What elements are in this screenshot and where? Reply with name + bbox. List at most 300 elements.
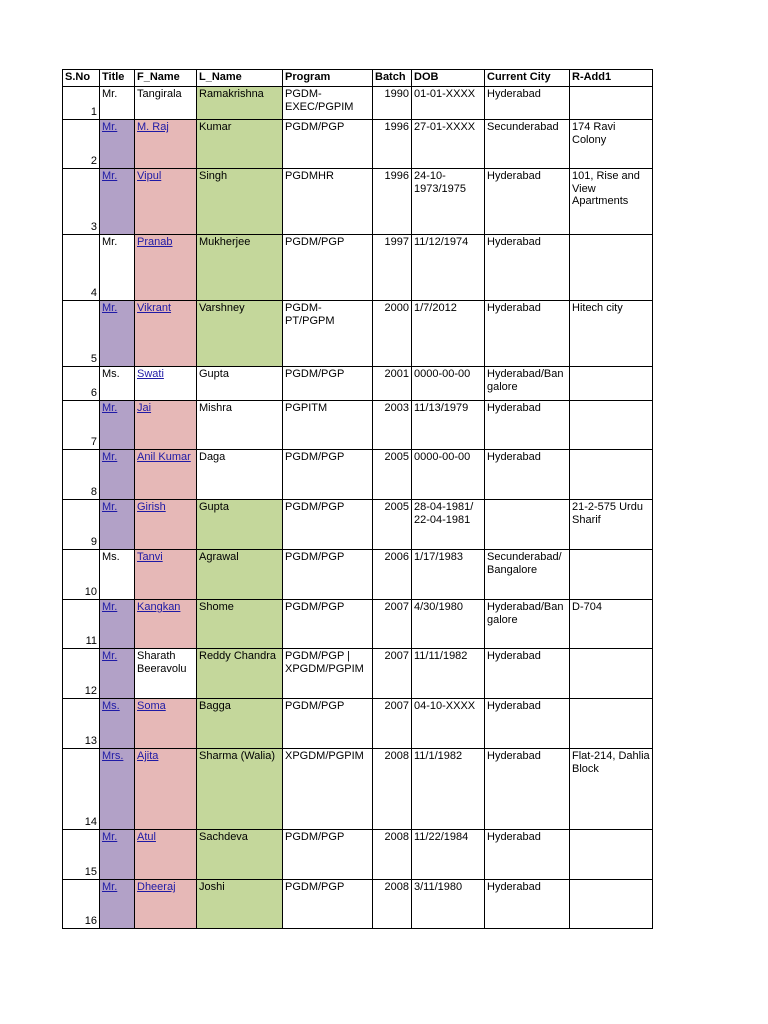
- cell-batch-text: 2007: [384, 650, 409, 662]
- cell-lname: [197, 169, 283, 235]
- cell-batch-text: 2005: [384, 501, 409, 513]
- cell-batch: [373, 450, 412, 500]
- cell-batch: [373, 120, 412, 169]
- header-lname: L_Name: [197, 70, 283, 87]
- cell-program: [283, 235, 373, 301]
- cell-dob: [412, 600, 485, 649]
- cell-lname: [197, 699, 283, 749]
- cell-current-city: [485, 120, 570, 169]
- cell-lname-text: Shome: [199, 601, 234, 613]
- cell-title: [100, 87, 135, 120]
- fname-link[interactable]: Atul: [137, 831, 156, 843]
- cell-program: [283, 450, 373, 500]
- cell-lname-text: Mukherjee: [199, 236, 251, 248]
- cell-sno-text: 3: [90, 220, 97, 233]
- cell-program: [283, 649, 373, 699]
- cell-r-add1-text: Hitech city: [572, 302, 623, 314]
- cell-r-add1: [570, 749, 653, 830]
- cell-sno: [63, 880, 100, 929]
- cell-title: [100, 301, 135, 367]
- table-row: [63, 450, 653, 500]
- cell-lname-text: Kumar: [199, 121, 232, 133]
- cell-r-add1: [570, 649, 653, 699]
- cell-r-add1-text: Flat-214, Dahlia Block: [572, 750, 650, 775]
- cell-lname: [197, 235, 283, 301]
- cell-dob-text: 11/12/1974: [414, 236, 469, 248]
- cell-fname: [135, 880, 197, 929]
- table-row: [63, 87, 653, 120]
- cell-title: [100, 880, 135, 929]
- cell-batch-text: 2008: [384, 831, 409, 843]
- cell-batch: [373, 699, 412, 749]
- cell-current-city: [485, 401, 570, 450]
- cell-sno: [63, 450, 100, 500]
- cell-r-add1: [570, 401, 653, 450]
- cell-dob: [412, 550, 485, 600]
- cell-current-city-text: Hyderabad: [487, 451, 541, 463]
- cell-program: [283, 830, 373, 880]
- cell-sno: [63, 235, 100, 301]
- cell-r-add1-text: D-704: [572, 601, 602, 613]
- fname-link[interactable]: Jai: [137, 402, 152, 414]
- title-link[interactable]: Mr.: [102, 601, 118, 613]
- cell-title: [100, 649, 135, 699]
- cell-dob: [412, 880, 485, 929]
- cell-sno-text: 14: [84, 815, 97, 828]
- cell-current-city: [485, 649, 570, 699]
- cell-sno-text: 12: [84, 684, 97, 697]
- table-row: [63, 880, 653, 929]
- fname-link[interactable]: M. Raj: [137, 121, 169, 133]
- cell-title-text: Ms.: [102, 551, 120, 563]
- table-row: [63, 500, 653, 550]
- cell-lname: [197, 87, 283, 120]
- fname-link[interactable]: Pranab: [137, 236, 173, 248]
- header-r-add1: R-Add1: [570, 70, 653, 87]
- cell-program-text: PGDM/PGP: [285, 121, 345, 133]
- cell-sno: [63, 367, 100, 401]
- cell-batch: [373, 749, 412, 830]
- cell-lname-text: Varshney: [199, 302, 245, 314]
- cell-r-add1: [570, 450, 653, 500]
- cell-lname: [197, 600, 283, 649]
- cell-batch-text: 1997: [384, 236, 409, 248]
- fname-link[interactable]: Soma: [137, 700, 166, 712]
- cell-r-add1: [570, 550, 653, 600]
- cell-program: [283, 87, 373, 120]
- cell-program-text: PGDM/PGP: [285, 368, 345, 380]
- cell-dob-text: 11/13/1979: [414, 402, 469, 414]
- cell-batch-text: 2003: [384, 402, 409, 414]
- cell-r-add1-text: 101, Rise and View Apartments: [572, 170, 640, 207]
- cell-current-city: [485, 450, 570, 500]
- cell-sno: [63, 500, 100, 550]
- cell-current-city: [485, 600, 570, 649]
- cell-title-text: Mr.: [102, 88, 118, 100]
- cell-program-text: PGDM/PGP: [285, 451, 345, 463]
- title-link[interactable]: Mr.: [102, 650, 118, 662]
- cell-title: [100, 120, 135, 169]
- cell-fname: [135, 169, 197, 235]
- cell-batch-text: 2008: [384, 881, 409, 893]
- cell-sno-text: 10: [84, 585, 97, 598]
- header-sno: S.No: [63, 70, 100, 87]
- table-row: [63, 301, 653, 367]
- cell-lname-text: Singh: [199, 170, 228, 182]
- cell-sno: [63, 749, 100, 830]
- cell-r-add1-text: 174 Ravi Colony: [572, 121, 616, 146]
- table-row: [63, 367, 653, 401]
- cell-current-city: [485, 87, 570, 120]
- cell-dob: [412, 235, 485, 301]
- cell-fname: [135, 830, 197, 880]
- cell-current-city: [485, 830, 570, 880]
- cell-title: [100, 169, 135, 235]
- cell-sno-text: 5: [90, 352, 97, 365]
- fname-link[interactable]: Vikrant: [137, 302, 172, 314]
- fname-link[interactable]: Anil Kumar: [137, 451, 191, 463]
- cell-current-city-text: Hyderabad/Ban galore: [487, 601, 564, 626]
- cell-fname: [135, 550, 197, 600]
- fname-link[interactable]: Vipul: [137, 170, 162, 182]
- cell-title: [100, 500, 135, 550]
- cell-lname-text: Gupta: [199, 501, 229, 513]
- cell-current-city: [485, 235, 570, 301]
- cell-lname-text: Agrawal: [199, 551, 239, 563]
- header-program: Program: [283, 70, 373, 87]
- fname-link[interactable]: Swati: [137, 368, 164, 380]
- cell-lname: [197, 120, 283, 169]
- cell-batch-text: 1990: [384, 88, 409, 100]
- cell-current-city-text: Hyderabad: [487, 402, 541, 414]
- cell-r-add1: [570, 235, 653, 301]
- cell-program-text: PGPITM: [285, 402, 328, 414]
- cell-program: [283, 550, 373, 600]
- cell-batch: [373, 830, 412, 880]
- cell-batch-text: 2006: [384, 551, 409, 563]
- cell-lname-text: Sachdeva: [199, 831, 248, 843]
- cell-sno-text: 4: [90, 286, 97, 299]
- title-link[interactable]: Mr.: [102, 451, 118, 463]
- cell-sno-text: 16: [84, 914, 97, 927]
- header-title: Title: [100, 70, 135, 87]
- cell-fname: [135, 749, 197, 830]
- cell-r-add1: [570, 500, 653, 550]
- cell-dob-text: 1/7/2012: [414, 302, 457, 314]
- cell-sno-text: 9: [90, 535, 97, 548]
- cell-fname: [135, 235, 197, 301]
- cell-lname: [197, 500, 283, 550]
- cell-program: [283, 169, 373, 235]
- fname-link[interactable]: Ajita: [137, 750, 159, 762]
- cell-sno-text: 15: [84, 865, 97, 878]
- cell-title: [100, 450, 135, 500]
- cell-sno: [63, 830, 100, 880]
- cell-sno-text: 2: [90, 154, 97, 167]
- cell-title: [100, 235, 135, 301]
- cell-program-text: PGDM/PGP: [285, 551, 345, 563]
- cell-title: [100, 367, 135, 401]
- cell-title: [100, 550, 135, 600]
- cell-program: [283, 600, 373, 649]
- cell-title: [100, 600, 135, 649]
- table-row: [63, 401, 653, 450]
- cell-batch-text: 2005: [384, 451, 409, 463]
- cell-current-city-text: Hyderabad: [487, 236, 541, 248]
- cell-program: [283, 749, 373, 830]
- cell-dob-text: 01-01-XXXX: [414, 88, 476, 100]
- cell-dob-text: 1/17/1983: [414, 551, 463, 563]
- cell-fname: [135, 649, 197, 699]
- cell-dob: [412, 749, 485, 830]
- cell-lname: [197, 401, 283, 450]
- cell-title: [100, 401, 135, 450]
- table-row: [63, 235, 653, 301]
- cell-batch-text: 2007: [384, 601, 409, 613]
- cell-fname: [135, 401, 197, 450]
- cell-batch: [373, 401, 412, 450]
- cell-current-city: [485, 550, 570, 600]
- cell-dob: [412, 500, 485, 550]
- cell-r-add1: [570, 301, 653, 367]
- cell-dob-text: 28-04-1981/ 22-04-1981: [414, 501, 474, 526]
- table-row: [63, 169, 653, 235]
- title-link[interactable]: Mr.: [102, 170, 118, 182]
- cell-sno: [63, 401, 100, 450]
- cell-batch: [373, 550, 412, 600]
- cell-fname-text: Tangirala: [137, 88, 182, 100]
- cell-r-add1: [570, 87, 653, 120]
- cell-program-text: PGDM/PGP: [285, 501, 345, 513]
- cell-dob: [412, 367, 485, 401]
- cell-title: [100, 699, 135, 749]
- cell-current-city-text: Secunderabad: [487, 121, 559, 133]
- cell-current-city: [485, 301, 570, 367]
- cell-program-text: XPGDM/PGPIM: [285, 750, 364, 762]
- header-fname: F_Name: [135, 70, 197, 87]
- cell-dob-text: 11/1/1982: [414, 750, 463, 762]
- cell-lname: [197, 367, 283, 401]
- cell-dob-text: 4/30/1980: [414, 601, 463, 613]
- cell-current-city: [485, 500, 570, 550]
- cell-lname-text: Daga: [199, 451, 226, 463]
- cell-current-city: [485, 367, 570, 401]
- cell-current-city: [485, 169, 570, 235]
- cell-lname: [197, 880, 283, 929]
- header-row: [63, 70, 653, 87]
- cell-fname: [135, 600, 197, 649]
- cell-fname: [135, 699, 197, 749]
- cell-batch: [373, 235, 412, 301]
- title-link[interactable]: Mrs.: [102, 750, 124, 762]
- title-link[interactable]: Mr.: [102, 501, 118, 513]
- cell-batch-text: 2007: [384, 700, 409, 712]
- cell-dob: [412, 401, 485, 450]
- cell-lname-text: Joshi: [199, 881, 225, 893]
- cell-program-text: PGDM/PGP: [285, 601, 345, 613]
- cell-sno: [63, 600, 100, 649]
- table-row: [63, 120, 653, 169]
- cell-lname-text: Bagga: [199, 700, 231, 712]
- fname-link[interactable]: Kangkan: [137, 601, 181, 613]
- cell-program-text: PGDM/PGP | XPGDM/PGPIM: [285, 650, 364, 675]
- title-link[interactable]: Mr.: [102, 831, 118, 843]
- cell-title: [100, 749, 135, 830]
- cell-dob-text: 3/11/1980: [414, 881, 463, 893]
- cell-fname-text: Sharath Beeravolu: [137, 650, 187, 675]
- data-table: [62, 69, 653, 929]
- header-batch: Batch: [373, 70, 412, 87]
- cell-fname: [135, 120, 197, 169]
- cell-dob: [412, 301, 485, 367]
- header-current-city: Current City: [485, 70, 570, 87]
- cell-r-add1: [570, 367, 653, 401]
- cell-program-text: PGDM/PGP: [285, 831, 345, 843]
- cell-lname: [197, 450, 283, 500]
- title-link[interactable]: Ms.: [102, 700, 120, 712]
- cell-program: [283, 699, 373, 749]
- cell-title: [100, 830, 135, 880]
- cell-program: [283, 367, 373, 401]
- cell-lname-text: Mishra: [199, 402, 233, 414]
- fname-link[interactable]: Girish: [137, 501, 166, 513]
- cell-title-text: Mr.: [102, 236, 118, 248]
- cell-sno: [63, 87, 100, 120]
- cell-r-add1: [570, 169, 653, 235]
- cell-fname: [135, 500, 197, 550]
- title-link[interactable]: Mr.: [102, 121, 118, 133]
- cell-dob-text: 27-01-XXXX: [414, 121, 476, 133]
- cell-batch: [373, 649, 412, 699]
- cell-sno-text: 1: [90, 105, 97, 118]
- cell-program-text: PGDM/PGP: [285, 881, 345, 893]
- cell-dob: [412, 120, 485, 169]
- cell-r-add1: [570, 880, 653, 929]
- cell-r-add1: [570, 699, 653, 749]
- cell-batch: [373, 301, 412, 367]
- cell-sno: [63, 649, 100, 699]
- cell-program: [283, 401, 373, 450]
- cell-batch-text: 2000: [384, 302, 409, 314]
- cell-lname: [197, 749, 283, 830]
- cell-lname-text: Ramakrishna: [199, 88, 264, 100]
- table-row: [63, 600, 653, 649]
- cell-dob-text: 11/22/1984: [414, 831, 469, 843]
- table-row: [63, 830, 653, 880]
- cell-dob: [412, 169, 485, 235]
- cell-sno-text: 8: [90, 485, 97, 498]
- cell-batch: [373, 600, 412, 649]
- cell-batch: [373, 87, 412, 120]
- cell-fname: [135, 87, 197, 120]
- cell-sno: [63, 699, 100, 749]
- cell-program: [283, 880, 373, 929]
- cell-batch: [373, 367, 412, 401]
- cell-batch-text: 2001: [384, 368, 409, 380]
- cell-fname: [135, 367, 197, 401]
- cell-program-text: PGDM-EXEC/PGPIM: [285, 88, 354, 113]
- cell-batch: [373, 880, 412, 929]
- table-row: [63, 749, 653, 830]
- cell-sno: [63, 301, 100, 367]
- cell-batch: [373, 500, 412, 550]
- cell-current-city: [485, 880, 570, 929]
- cell-current-city-text: Hyderabad: [487, 302, 541, 314]
- cell-dob: [412, 649, 485, 699]
- cell-batch-text: 1996: [384, 121, 409, 133]
- cell-program-text: PGDM-PT/PGPM: [285, 302, 335, 327]
- cell-dob: [412, 450, 485, 500]
- cell-current-city: [485, 699, 570, 749]
- title-link[interactable]: Mr.: [102, 881, 118, 893]
- cell-dob-text: 24-10-1973/1975: [414, 170, 466, 195]
- cell-sno: [63, 120, 100, 169]
- cell-fname: [135, 450, 197, 500]
- cell-title-text: Ms.: [102, 368, 120, 380]
- cell-lname-text: Sharma (Walia): [199, 750, 275, 762]
- cell-lname: [197, 550, 283, 600]
- title-link[interactable]: Mr.: [102, 302, 118, 314]
- cell-dob: [412, 87, 485, 120]
- cell-lname: [197, 830, 283, 880]
- table-row: [63, 550, 653, 600]
- cell-current-city-text: Hyderabad: [487, 831, 541, 843]
- cell-batch-text: 1996: [384, 170, 409, 182]
- cell-current-city: [485, 749, 570, 830]
- fname-link[interactable]: Tanvi: [137, 551, 163, 563]
- cell-current-city-text: Hyderabad: [487, 881, 541, 893]
- cell-dob: [412, 830, 485, 880]
- cell-current-city-text: Hyderabad: [487, 750, 541, 762]
- cell-sno-text: 11: [85, 634, 97, 647]
- cell-batch: [373, 169, 412, 235]
- cell-batch-text: 2008: [384, 750, 409, 762]
- title-link[interactable]: Mr.: [102, 402, 118, 414]
- cell-program-text: PGDM/PGP: [285, 236, 345, 248]
- cell-sno-text: 13: [84, 734, 97, 747]
- cell-lname-text: Reddy Chandra: [199, 650, 277, 662]
- cell-dob-text: 04-10-XXXX: [414, 700, 476, 712]
- cell-program: [283, 301, 373, 367]
- cell-current-city-text: Hyderabad: [487, 88, 541, 100]
- cell-r-add1: [570, 600, 653, 649]
- cell-r-add1: [570, 120, 653, 169]
- cell-program: [283, 120, 373, 169]
- cell-lname-text: Gupta: [199, 368, 229, 380]
- cell-current-city-text: Secunderabad/ Bangalore: [487, 551, 562, 576]
- cell-r-add1-text: 21-2-575 Urdu Sharif: [572, 501, 643, 526]
- cell-sno: [63, 169, 100, 235]
- table-row: [63, 699, 653, 749]
- cell-program-text: PGDMHR: [285, 170, 334, 182]
- cell-fname: [135, 301, 197, 367]
- cell-current-city-text: Hyderabad/Ban galore: [487, 368, 564, 393]
- cell-lname: [197, 649, 283, 699]
- cell-sno-text: 7: [90, 435, 97, 448]
- cell-r-add1: [570, 830, 653, 880]
- cell-sno: [63, 550, 100, 600]
- cell-sno-text: 6: [90, 386, 97, 399]
- cell-dob-text: 0000-00-00: [414, 451, 471, 463]
- fname-link[interactable]: Dheeraj: [137, 881, 176, 893]
- cell-current-city-text: Hyderabad: [487, 170, 541, 182]
- cell-current-city-text: Hyderabad: [487, 700, 541, 712]
- cell-program: [283, 500, 373, 550]
- cell-dob: [412, 699, 485, 749]
- header-dob: DOB: [412, 70, 485, 87]
- cell-dob-text: 0000-00-00: [414, 368, 471, 380]
- cell-lname: [197, 301, 283, 367]
